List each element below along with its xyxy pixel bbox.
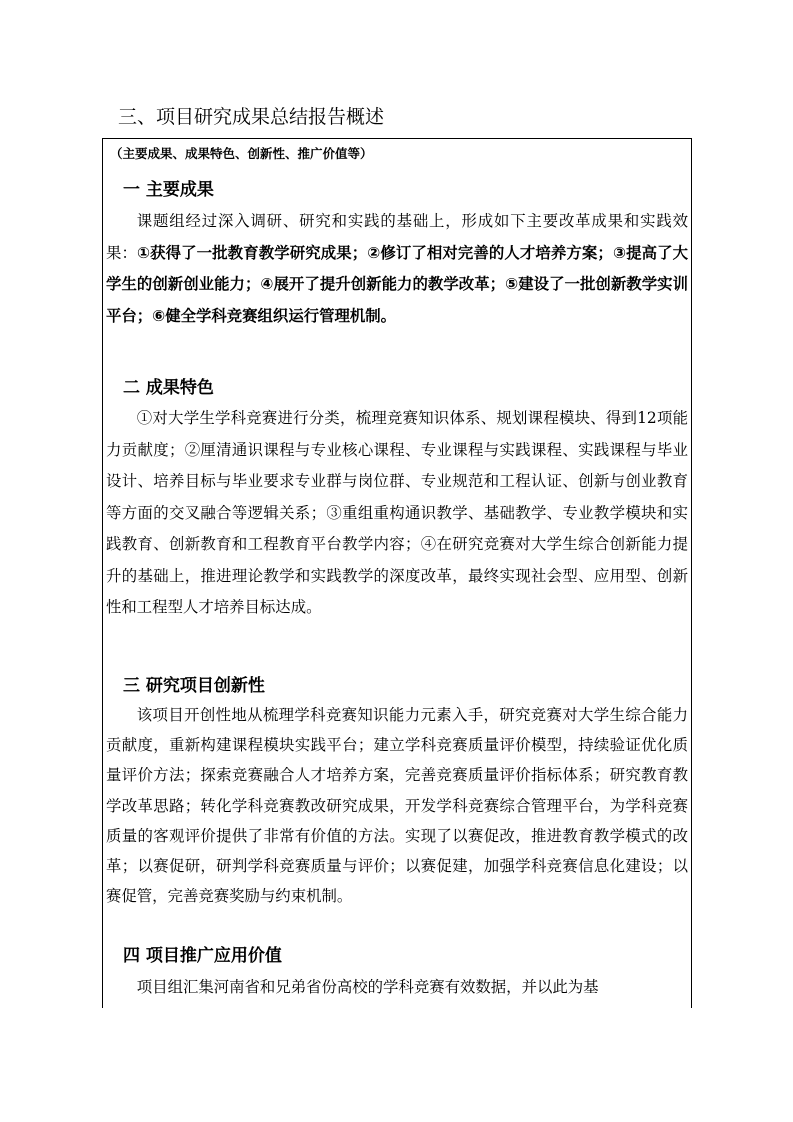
features-paragraph: ①对大学生学科竞赛进行分类，梳理竞赛知识体系、规划课程模块、得到12项能力贡献度；②厘清通识课程与专业核心课程、专业课程与实践课程、实践课程与毕业设计、培养目标与毕业要求专业群与岗位群、专业规范和工程认证、创新与创业教育等方面的交叉融合等逻辑关系；③重组重构通识教学、基础教学、专业教学模块和实践教育、创新教育和工程教育平台教学内容；④在研究竞赛对大学生综合创新能力提升的基础上，推进理论教学和实践教学的深度改革，最终实现社会型、应用型、创新性和工程型人才培养目标达成。	[106, 409, 688, 616]
main-results-intro-text: 课题组经过深入调研、研究和实践的基础上，形成如下主要改革成果和实践效果：	[106, 212, 688, 262]
main-results-paragraph	[106, 206, 688, 332]
section-heading-innovation: 三 研究项目创新性	[123, 676, 265, 696]
box-subtitle: （主要成果、成果特色、创新性、推广价值等）	[110, 146, 373, 161]
section-heading-features: 二 成果特色	[123, 378, 214, 398]
page-heading: 三、项目研究成果总结报告概述	[118, 106, 385, 128]
promotion-value-paragraph: 项目组汇集河南省和兄弟省份高校的学科竞赛有效数据，并以此为基	[136, 978, 599, 996]
main-results-list-text: ①获得了一批教育教学研究成果；②修订了相对完善的人才培养方案；③提高了大学生的创新创业能力；④展开了提升创新能力的教学改革；⑤建设了一批创新教学实训平台；⑥健全学科竞赛组织运行管理机制。	[106, 243, 688, 325]
innovation-paragraph: 该项目开创性地从梳理学科竞赛知识能力元素入手，研究竞赛对大学生综合能力贡献度，重新构建课程模块实践平台；建立学科竞赛质量评价模型，持续验证优化质量评价方法；探索竞赛融合人才培养方案，完善竞赛质量评价指标体系；研究教育教学改革思路；转化学科竞赛教改研究成果，开发学科竞赛综合管理平台，为学科竞赛质量的客观评价提供了非常有价值的方法。实现了以赛促改，推进教育教学模式的改革；以赛促研，研判学科竞赛质量与评价；以赛促建，加强学科竞赛信息化建设；以赛促管，完善竞赛奖励与约束机制。	[106, 706, 688, 906]
report-summary-box	[102, 138, 692, 1008]
section-heading-main-results: 一 主要成果	[123, 180, 214, 200]
section-heading-promotion-value: 四 项目推广应用价值	[123, 946, 282, 966]
